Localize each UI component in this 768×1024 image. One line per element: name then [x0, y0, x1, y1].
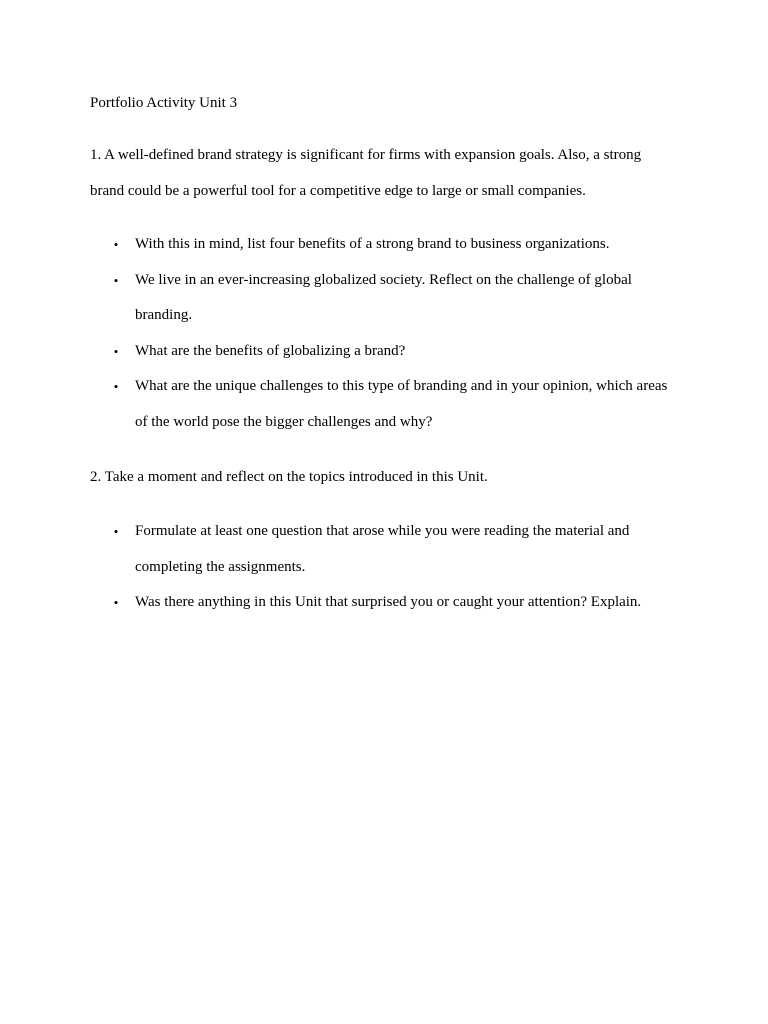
bullet-icon: • — [113, 379, 119, 394]
bullet-text: With this in mind, list four benefits of a strong brand to business organizations. — [135, 236, 610, 252]
bullet-icon: • — [113, 343, 119, 359]
question-2-paragraph: 2. Take a moment and reflect on the topics introduced in this Unit. — [90, 469, 488, 485]
question-1-bullet-list — [90, 227, 680, 440]
bullet-text: We live in an ever-increasing globalized society. Reflect on the challenge of global branding. — [135, 271, 632, 323]
bullet-icon: • — [113, 595, 119, 610]
bullet-item — [90, 334, 680, 370]
bullet-text: What are the benefits of globalizing a brand? — [135, 342, 406, 359]
bullet-item — [90, 227, 680, 263]
question-1-paragraph: 1. A well-defined brand strategy is significant for firms with expansion goals. Also, a strong brand could be a powerful tool for a competitive edge to large or small companies. — [90, 147, 642, 199]
bullet-item — [90, 585, 680, 621]
bullet-text: Formulate at least one question that arose while you were reading the material and completing the assignments. — [135, 523, 630, 575]
bullet-item — [90, 263, 680, 334]
bullet-icon: • — [113, 524, 119, 539]
bullet-text: What are the unique challenges to this type of branding and in your opinion, which areas of the world pose the bigger challenges and why? — [135, 378, 668, 430]
bullet-item — [90, 514, 680, 585]
bullet-text: Was there anything in this Unit that surprised you or caught your attention? Explain. — [135, 594, 642, 610]
bullet-item — [90, 369, 680, 440]
bullet-icon: • — [113, 272, 119, 288]
question-2-bullet-list — [90, 514, 680, 621]
document-title: Portfolio Activity Unit 3 — [90, 95, 238, 111]
bullet-icon: • — [113, 237, 119, 252]
